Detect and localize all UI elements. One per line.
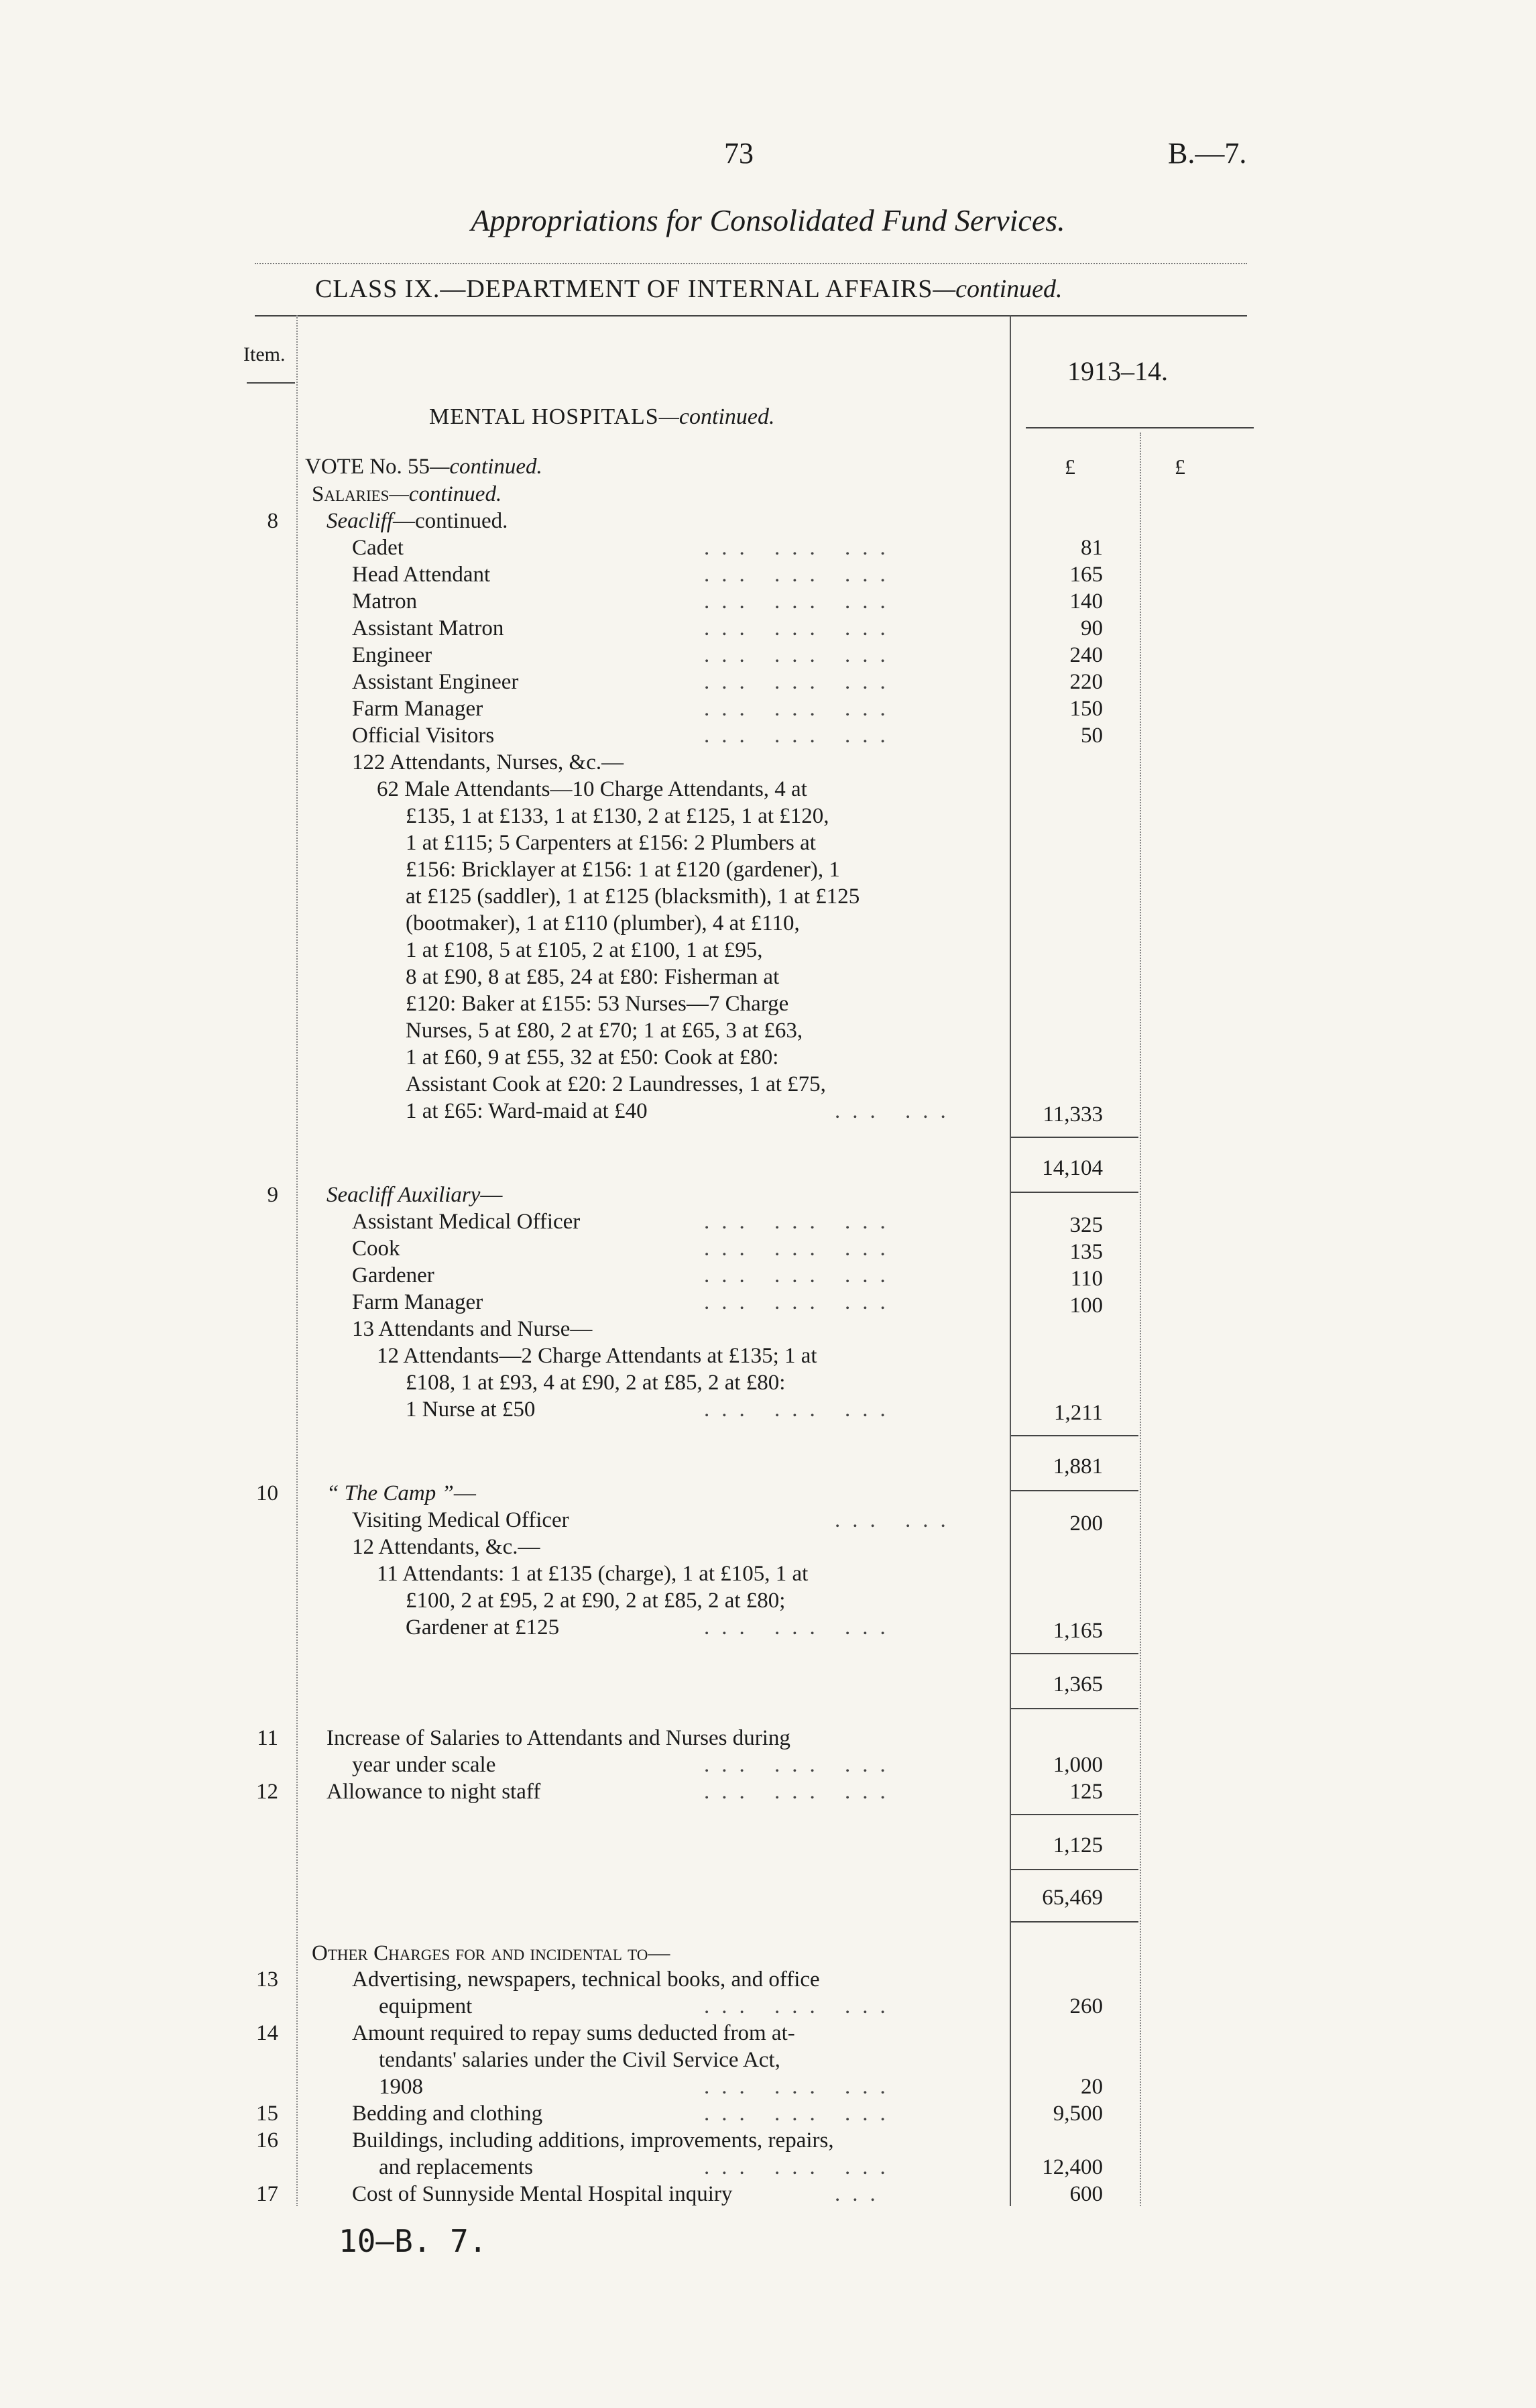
seacliff-attendants-line: 1 at £60, 9 at £55, 32 at £50: Cook at £80: bbox=[406, 1045, 779, 1070]
total-rule bbox=[1011, 1490, 1138, 1491]
seacliff-aux-row-label: Cook bbox=[352, 1237, 400, 1261]
seacliff-total: 14,104 bbox=[1042, 1156, 1103, 1180]
other-charge-line: and replacements bbox=[379, 2155, 533, 2179]
leader-dots: ... ... ... bbox=[704, 2102, 898, 2126]
seacliff-row-label: Head Attendant bbox=[352, 563, 491, 587]
camp-attendants-amount: 1,165 bbox=[1053, 1619, 1103, 1643]
seacliff-row-amount: 220 bbox=[1069, 670, 1103, 694]
leader-dots: ... bbox=[835, 2182, 888, 2206]
leader-dots: ... ... ... bbox=[704, 536, 898, 560]
item11-label-line: year under scale bbox=[352, 1753, 496, 1777]
seacliff-aux-attendants-amount: 1,211 bbox=[1053, 1401, 1103, 1425]
subtotal-rule bbox=[1011, 1814, 1138, 1815]
item-number: 8 bbox=[267, 509, 278, 533]
subtotal-rule bbox=[1011, 1137, 1138, 1138]
page-title: Appropriations for Consolidated Fund Services. bbox=[471, 203, 1065, 237]
seacliff-attendants-line: 1 at £115; 5 Carpenters at £156: 2 Plumbers at bbox=[406, 831, 816, 855]
seacliff-attendants-line: Nurses, 5 at £80, 2 at £70; 1 at £65, 3 at £63, bbox=[406, 1019, 803, 1043]
seacliff-row-label: Engineer bbox=[352, 643, 432, 667]
salaries-heading: Salaries—continued. bbox=[312, 482, 502, 506]
item11-amount: 1,000 bbox=[1053, 1753, 1103, 1777]
leader-dots: ... ... bbox=[835, 1508, 958, 1532]
leader-dots: ... ... ... bbox=[704, 724, 898, 748]
seacliff-row-amount: 150 bbox=[1069, 697, 1103, 721]
salaries-grand-total: 65,469 bbox=[1042, 1886, 1103, 1910]
seacliff-row-label: Farm Manager bbox=[352, 697, 483, 721]
leader-dots: ... ... ... bbox=[704, 2155, 898, 2179]
vote-heading: VOTE No. 55—continued. bbox=[305, 455, 542, 479]
seacliff-aux-row-amount: 110 bbox=[1070, 1267, 1103, 1291]
item12-label: Allowance to night staff bbox=[327, 1780, 541, 1804]
seacliff-attendants-line: 62 Male Attendants—10 Charge Attendants, 4 at bbox=[377, 777, 807, 801]
item-number: 16 bbox=[256, 2128, 278, 2153]
leader-dots: ... ... ... bbox=[704, 1615, 898, 1640]
total-rule bbox=[1011, 1708, 1138, 1709]
total-rule bbox=[1011, 1192, 1138, 1193]
subtotal-rule bbox=[1011, 1653, 1138, 1654]
other-charge-line: Amount required to repay sums deducted from at- bbox=[352, 2021, 795, 2045]
item-number: 12 bbox=[256, 1780, 278, 1804]
camp-heading: “ The Camp ”— bbox=[327, 1481, 476, 1505]
seacliff-row-amount: 50 bbox=[1081, 724, 1103, 748]
other-charge-line: Buildings, including additions, improvements, repairs, bbox=[352, 2128, 834, 2153]
item-number: 11 bbox=[257, 1726, 278, 1750]
seacliff-attendants-heading: 122 Attendants, Nurses, &c.— bbox=[352, 750, 624, 775]
footer-signature: 10—B. 7. bbox=[339, 2223, 487, 2259]
item11-label-line: Increase of Salaries to Attendants and Nurses during bbox=[327, 1726, 790, 1750]
seacliff-row-label: Cadet bbox=[352, 536, 404, 560]
seacliff-attendants-line: 8 at £90, 8 at £85, 24 at £80: Fisherman at bbox=[406, 965, 780, 989]
seacliff-attendants-line: at £125 (saddler), 1 at £125 (blacksmith), 1 at £125 bbox=[406, 884, 860, 909]
other-charges-heading: Other Charges for and incidental to— bbox=[312, 1941, 670, 1965]
other-charge-line: equipment bbox=[379, 1994, 473, 2018]
pound-column-2: £ bbox=[1175, 455, 1185, 479]
camp-attendants-line: Gardener at £125 bbox=[406, 1615, 560, 1640]
year-rule bbox=[1026, 427, 1254, 428]
leader-dots: ... ... ... bbox=[704, 1397, 898, 1422]
leader-dots: ... ... ... bbox=[704, 1780, 898, 1804]
leader-dots: ... ... ... bbox=[704, 1237, 898, 1261]
seacliff-attendants-amount: 11,333 bbox=[1043, 1102, 1103, 1127]
seacliff-attendants-line: £135, 1 at £133, 1 at £130, 2 at £125, 1 at £120, bbox=[406, 804, 829, 828]
seacliff-aux-attendants-line: 1 Nurse at £50 bbox=[406, 1397, 536, 1422]
page-number: 73 bbox=[724, 137, 754, 170]
seacliff-aux-heading: Seacliff Auxiliary— bbox=[327, 1183, 503, 1207]
camp-attendants-line: 11 Attendants: 1 at £135 (charge), 1 at £105, 1 at bbox=[377, 1562, 809, 1586]
leader-dots: ... ... ... bbox=[704, 616, 898, 640]
item-number: 10 bbox=[256, 1481, 278, 1505]
leader-dots: ... ... ... bbox=[704, 1753, 898, 1777]
leader-dots: ... ... ... bbox=[704, 1290, 898, 1314]
camp-attendants-line: £100, 2 at £95, 2 at £90, 2 at £85, 2 at £80; bbox=[406, 1589, 786, 1613]
seacliff-attendants-line: 1 at £108, 5 at £105, 2 at £100, 1 at £95, bbox=[406, 938, 763, 962]
other-charge-line: tendants' salaries under the Civil Service Act, bbox=[379, 2048, 780, 2072]
item-number: 13 bbox=[256, 1967, 278, 1992]
leader-dots: ... ... ... bbox=[704, 563, 898, 587]
title-divider bbox=[255, 263, 1247, 264]
section-heading: MENTAL HOSPITALS—continued. bbox=[429, 404, 775, 429]
grand-total-rule bbox=[1011, 1921, 1138, 1923]
year-column-header: 1913–14. bbox=[1067, 356, 1168, 386]
seacliff-row-label: Official Visitors bbox=[352, 724, 495, 748]
seacliff-attendants-line: £156: Bricklayer at £156: 1 at £120 (gardener), 1 bbox=[406, 858, 840, 882]
seacliff-heading: Seacliff—continued. bbox=[327, 509, 508, 533]
seacliff-row-amount: 90 bbox=[1081, 616, 1103, 640]
document-reference: B.—7. bbox=[1168, 137, 1247, 170]
item-column-label: Item. bbox=[243, 343, 286, 365]
camp-row-label: Visiting Medical Officer bbox=[352, 1508, 569, 1532]
leader-dots: ... ... ... bbox=[704, 670, 898, 694]
class-heading: CLASS IX.—DEPARTMENT OF INTERNAL AFFAIRS—continued. bbox=[315, 275, 1063, 303]
seacliff-row-amount: 81 bbox=[1081, 536, 1103, 560]
item12-amount: 125 bbox=[1069, 1780, 1103, 1804]
leader-dots: ... ... ... bbox=[704, 589, 898, 614]
item-number: 15 bbox=[256, 2102, 278, 2126]
seacliff-row-amount: 165 bbox=[1069, 563, 1103, 587]
camp-row-amount: 200 bbox=[1069, 1511, 1103, 1536]
leader-dots: ... ... ... bbox=[704, 1210, 898, 1234]
leader-dots: ... ... ... bbox=[704, 2075, 898, 2099]
seacliff-row-label: Matron bbox=[352, 589, 418, 614]
seacliff-row-label: Assistant Engineer bbox=[352, 670, 519, 694]
subtotal-rule bbox=[1011, 1435, 1138, 1436]
other-charge-amount: 9,500 bbox=[1053, 2102, 1103, 2126]
seacliff-aux-attendants-heading: 13 Attendants and Nurse— bbox=[352, 1317, 593, 1341]
other-charge-line: Cost of Sunnyside Mental Hospital inquiry bbox=[352, 2182, 733, 2206]
seacliff-attendants-line: (bootmaker), 1 at £110 (plumber), 4 at £110, bbox=[406, 911, 800, 935]
seacliff-row-amount: 240 bbox=[1069, 643, 1103, 667]
camp-attendants-heading: 12 Attendants, &c.— bbox=[352, 1535, 540, 1559]
other-charge-amount: 12,400 bbox=[1042, 2155, 1103, 2179]
leader-dots: ... ... bbox=[835, 1099, 958, 1123]
item-number: 9 bbox=[267, 1183, 278, 1207]
item-number: 17 bbox=[256, 2182, 278, 2206]
item-number: 14 bbox=[256, 2021, 278, 2045]
leader-dots: ... ... ... bbox=[704, 643, 898, 667]
seacliff-attendants-line: Assistant Cook at £20: 2 Laundresses, 1 at £75, bbox=[406, 1072, 826, 1096]
seacliff-attendants-line: 1 at £65: Ward-maid at £40 bbox=[406, 1099, 648, 1123]
seacliff-aux-attendants-line: £108, 1 at £93, 4 at £90, 2 at £85, 2 at £80: bbox=[406, 1371, 786, 1395]
seacliff-aux-row-label: Gardener bbox=[352, 1263, 434, 1287]
seacliff-aux-row-amount: 100 bbox=[1069, 1294, 1103, 1318]
total-rule bbox=[1011, 1869, 1138, 1870]
other-charge-line: 1908 bbox=[379, 2075, 423, 2099]
seacliff-attendants-line: £120: Baker at £155: 53 Nurses—7 Charge bbox=[406, 992, 789, 1016]
seacliff-aux-total: 1,881 bbox=[1053, 1454, 1103, 1479]
misc-subtotal: 1,125 bbox=[1053, 1833, 1103, 1857]
seacliff-aux-row-amount: 325 bbox=[1069, 1213, 1103, 1237]
seacliff-row-label: Assistant Matron bbox=[352, 616, 504, 640]
class-divider bbox=[255, 315, 1247, 317]
seacliff-row-amount: 140 bbox=[1069, 589, 1103, 614]
other-charge-amount: 260 bbox=[1069, 1994, 1103, 2018]
other-charge-line: Bedding and clothing bbox=[352, 2102, 543, 2126]
seacliff-aux-row-label: Farm Manager bbox=[352, 1290, 483, 1314]
seacliff-aux-row-label: Assistant Medical Officer bbox=[352, 1210, 581, 1234]
leader-dots: ... ... ... bbox=[704, 1263, 898, 1287]
total-column-divider bbox=[1140, 433, 1141, 2206]
seacliff-aux-row-amount: 135 bbox=[1069, 1240, 1103, 1264]
pound-column-1: £ bbox=[1065, 455, 1075, 479]
leader-dots: ... ... ... bbox=[704, 1994, 898, 2018]
leader-dots: ... ... ... bbox=[704, 697, 898, 721]
other-charge-amount: 600 bbox=[1069, 2182, 1103, 2206]
item-column-divider bbox=[296, 315, 298, 2206]
seacliff-aux-attendants-line: 12 Attendants—2 Charge Attendants at £135; 1 at bbox=[377, 1344, 817, 1368]
other-charge-line: Advertising, newspapers, technical books, and office bbox=[352, 1967, 820, 1992]
other-charge-amount: 20 bbox=[1081, 2075, 1103, 2099]
camp-total: 1,365 bbox=[1053, 1672, 1103, 1697]
item-label-rule bbox=[247, 382, 295, 384]
